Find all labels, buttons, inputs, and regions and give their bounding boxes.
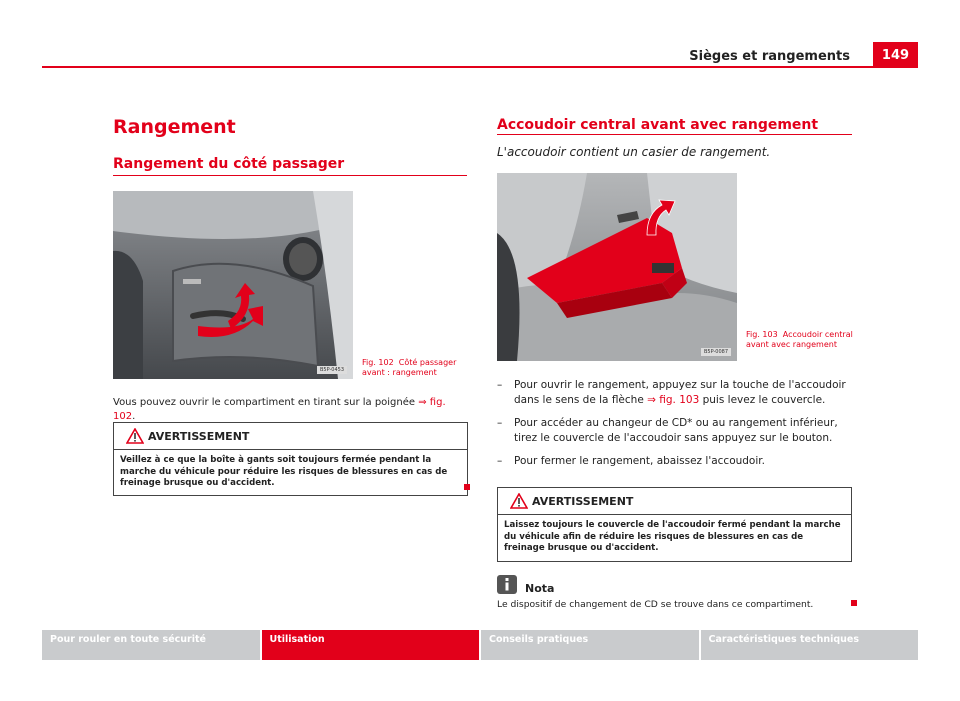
figure-link[interactable]: ⇒ fig. 102: [113, 397, 446, 422]
figure-caption-text: Côté passager avant : rangement: [362, 358, 457, 377]
note-text: Le dispositif de changement de CD se trouve dans ce compartiment.: [497, 599, 814, 610]
running-header-title: Sièges et rangements: [689, 49, 850, 64]
warning-triangle-icon: [510, 493, 528, 509]
step-text: Pour ouvrir le rangement, appuyez sur la touche de l'accoudoir dans le sens de la flèche: [514, 379, 846, 406]
instruction-step: [497, 416, 857, 446]
subsection-title: Rangement du côté passager: [113, 156, 345, 172]
figure-code: B5P-0453: [317, 366, 347, 374]
footer-tab-practical-tips[interactable]: Conseils pratiques: [481, 630, 699, 660]
step-text-end: puis levez le couvercle.: [699, 394, 826, 406]
step-dash: –: [497, 379, 503, 391]
armrest-illustration: [497, 173, 737, 361]
step-text: Pour accéder au changeur de CD* ou au rangement inférieur, tirez le couvercle de l'accoudoir sans appuyez sur le bouton.: [514, 417, 838, 444]
figure-caption-text: Accoudoir central avant avec rangement: [746, 330, 853, 349]
footer-tab-technical-specs[interactable]: Caractéristiques techniques: [701, 630, 919, 660]
body-text-end: .: [132, 411, 136, 422]
body-text: Vous pouvez ouvrir le compartiment en tirant sur la poignée: [113, 397, 419, 408]
instruction-step: [497, 454, 857, 469]
page-number: 149: [873, 42, 918, 68]
info-note-icon: [497, 575, 517, 594]
figure-code: B5P-0087: [701, 348, 731, 356]
warning-title: AVERTISSEMENT: [148, 430, 250, 443]
end-of-section-marker: [464, 484, 470, 490]
footer-tab-safety[interactable]: Pour rouler en toute sécurité: [42, 630, 260, 660]
subsection-rule: [113, 175, 467, 176]
right-section-rule: [497, 134, 852, 135]
header-rule: [42, 66, 918, 68]
warning-header: [114, 423, 467, 450]
warning-triangle-icon: [126, 428, 144, 444]
warning-text: Veillez à ce que la boîte à gants soit toujours fermée pendant la marche du véhicule pour réduire les risques de blessures en cas de freinage brusque ou d'accident.: [120, 455, 448, 488]
warning-text: Laissez toujours le couvercle de l'accoudoir fermé pendant la marche du véhicule afin de réduire les risques de blessures en cas de freinage brusque ou d'accident.: [504, 520, 841, 553]
warning-title: AVERTISSEMENT: [532, 495, 634, 508]
step-text: Pour fermer le rangement, abaissez l'accoudoir.: [514, 455, 765, 467]
step-dash: –: [497, 417, 503, 429]
step-dash: –: [497, 455, 503, 467]
glovebox-illustration: [113, 191, 353, 379]
footer-tab-usage[interactable]: Utilisation: [262, 630, 480, 660]
figure-link[interactable]: ⇒ fig. 103: [647, 394, 700, 406]
warning-box: [497, 487, 852, 562]
footer-navigation: [42, 630, 918, 660]
figure-caption: [362, 358, 472, 378]
instruction-list: [497, 378, 857, 477]
figure-armrest-photo: [497, 173, 737, 361]
body-paragraph: [113, 396, 468, 424]
figure-caption-label: Fig. 103: [746, 330, 778, 339]
right-section-title: Accoudoir central avant avec rangement: [497, 117, 819, 133]
right-section-intro: L'accoudoir contient un casier de rangement.: [497, 145, 771, 159]
figure-caption-label: Fig. 102: [362, 358, 394, 367]
figure-caption: [746, 330, 856, 350]
end-of-section-marker: [851, 600, 857, 606]
instruction-step: [497, 378, 857, 408]
warning-header: [498, 488, 851, 515]
warning-box: [113, 422, 468, 496]
note-title: Nota: [525, 582, 555, 595]
section-title: Rangement: [113, 116, 236, 138]
figure-glovebox-photo: [113, 191, 353, 379]
